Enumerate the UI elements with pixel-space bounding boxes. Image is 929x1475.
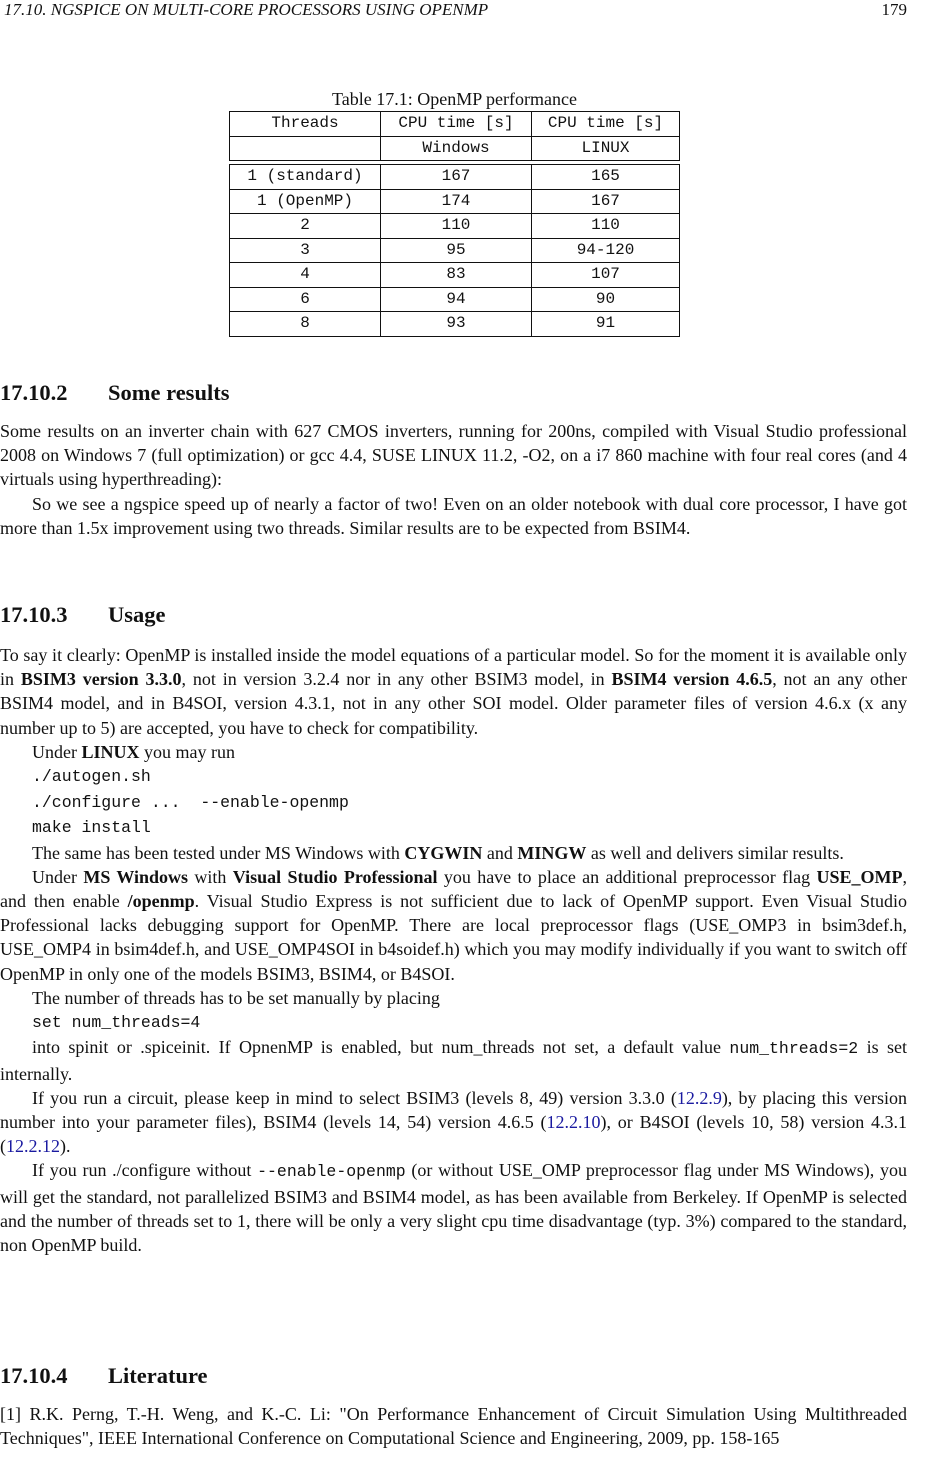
paragraph: Under MS Windows with Visual Studio Professional you have to place an additional preprocessor flag USE_OMP, and then enable /openmp. Visual Studio Express is not sufficient due to lack of OpenMP support. Even Visual Studio Professional lacks debugging support for OpenMP. There are local preprocessor flags (USE_OMP3 in bsim3def.h, USE_OMP4 in bsim4def.h, and USE_OMP4SOI in b4soidef.h) which you may modify individually if you want to switch off OpenMP in only one of the models BSIM3, BSIM4, or B4SOI. — [0, 866, 908, 984]
section-title: Usage — [108, 602, 166, 627]
section-literature — [0, 1362, 907, 1450]
table-cell: 6 — [230, 287, 381, 312]
table-header-cell: CPU time [s] — [532, 112, 680, 137]
table-row — [230, 189, 680, 214]
section-number: 17.10.4 — [0, 1363, 68, 1388]
table-cell: 167 — [381, 165, 532, 190]
table-cell: 95 — [381, 238, 532, 263]
paragraph: To say it clearly: OpenMP is installed inside the model equations of a particular model. So for the moment it is available only in BSIM3 version 3.3.0, not in version 3.2.4 nor in any other BSIM3 model, in BSIM4 version 4.6.5, not an any other BSIM4 model, and in B4SOI, version 4.3.1, not in any other SOI model. Older parameter files of version 4.6.x (x any number up to 5) are accepted, you have to check for compatibility. — [0, 645, 908, 738]
table-header-cell: Threads — [230, 112, 381, 137]
table-cell: 107 — [532, 263, 680, 288]
table-header-cell: Windows — [381, 136, 532, 161]
section-usage — [0, 601, 907, 1257]
table-header-cell: CPU time [s] — [381, 112, 532, 137]
table-cell: 8 — [230, 312, 381, 337]
paragraph: If you run ./configure without --enable-openmp (or without USE_OMP preprocessor flag under MS Windows), you will get the standard, not parallelized BSIM3 and BSIM4 model, as has been available from Berkeley. If OpenMP is selected and the number of threads set to 1, there will be only a very slight cpu time disadvantage (typ. 3%) compared to the standard, non OpenMP build. — [0, 1160, 907, 1256]
paragraph: If you run a circuit, please keep in mind to select BSIM3 (levels 8, 49) version 3.3.0 (12.2.9), by placing this version number into your parameter files), BSIM4 (levels 14, 54) version 4.6.5 (12.2.10), or B4SOI (levels 10, 58) version 4.3.1 (12.2.12). — [0, 1087, 907, 1157]
cross-reference-link[interactable]: 12.2.10 — [546, 1112, 601, 1133]
table-cell: 4 — [230, 263, 381, 288]
code-line: set num_threads=4 — [32, 1012, 201, 1032]
paragraph: So we see a ngspice speed up of nearly a factor of two! Even on an older notebook with dual core processor, I have got more than 1.5x improvement using two threads. Similar results are to be expected from BSIM4. — [0, 493, 907, 538]
table-row — [230, 165, 680, 190]
paragraph: The same has been tested under MS Windows with CYGWIN and MINGW as well and delivers similar results. — [32, 842, 844, 863]
cross-reference-link[interactable]: 12.2.9 — [676, 1087, 722, 1108]
table-cell: 1 (standard) — [230, 165, 381, 190]
table-cell: 174 — [381, 189, 532, 214]
table-cell: 93 — [381, 312, 532, 337]
table-caption: Table 17.1: OpenMP performance — [332, 89, 577, 109]
section-title: Literature — [108, 1363, 208, 1388]
table-header-row — [230, 112, 680, 137]
code-line: make install — [32, 818, 151, 838]
cross-reference-link[interactable]: 12.2.12 — [6, 1136, 60, 1157]
table-row — [230, 287, 680, 312]
table-cell: 1 (OpenMP) — [230, 189, 381, 214]
table-header-cell — [230, 136, 381, 161]
table-cell: 83 — [381, 263, 532, 288]
table-cell: 94-120 — [532, 238, 680, 263]
paragraph: Under LINUX you may run — [32, 741, 235, 762]
table-cell: 94 — [381, 287, 532, 312]
table-header-cell: LINUX — [532, 136, 680, 161]
table-subheader-row — [230, 136, 680, 161]
section-heading — [0, 601, 907, 629]
openmp-performance-table — [229, 111, 680, 337]
section-title: Some results — [108, 380, 230, 405]
reference-entry: [1] R.K. Perng, T.-H. Weng, and K.-C. Li: "On Performance Enhancement of Circuit Simulation Using Multithreaded Techniques", IEEE International Conference on Computational Science and Engineering, 2009, pp. 158-165 — [0, 1404, 907, 1449]
section-number: 17.10.3 — [0, 602, 68, 627]
table-cell: 110 — [381, 214, 532, 239]
table-cell: 2 — [230, 214, 381, 239]
running-title: 17.10. NGSPICE ON MULTI-CORE PROCESSORS USING OPENMP — [4, 0, 489, 19]
table-row — [230, 214, 680, 239]
page-number: 179 — [881, 0, 907, 19]
table-cell: 91 — [532, 312, 680, 337]
code-line: ./autogen.sh — [32, 767, 151, 787]
table-cell: 165 — [532, 165, 680, 190]
section-some-results — [0, 379, 907, 540]
table-cell: 167 — [532, 189, 680, 214]
paragraph: into spinit or .spiceinit. If OpnenMP is enabled, but num_threads not set, a default value num_threads=2 is set internally. — [0, 1037, 907, 1084]
table-cell: 3 — [230, 238, 381, 263]
table-row — [230, 263, 680, 288]
table-cell: 90 — [532, 287, 680, 312]
paragraph: Some results on an inverter chain with 627 CMOS inverters, running for 200ns, compiled with Visual Studio professional 2008 on Windows 7 (full optimization) or gcc 4.4, SUSE LINUX 11.2, -O2, on a i7 860 machine with four real cores (and 4 virtuals using hyperthreading): — [0, 421, 907, 490]
table-cell: 110 — [532, 214, 680, 239]
running-header — [4, 0, 907, 22]
code-line: ./configure ... --enable-openmp — [32, 792, 349, 812]
paragraph: The number of threads has to be set manually by placing — [32, 987, 440, 1008]
table-row — [230, 312, 680, 337]
section-number: 17.10.2 — [0, 380, 68, 405]
section-heading — [0, 379, 907, 407]
section-heading — [0, 1362, 907, 1390]
table-row — [230, 238, 680, 263]
